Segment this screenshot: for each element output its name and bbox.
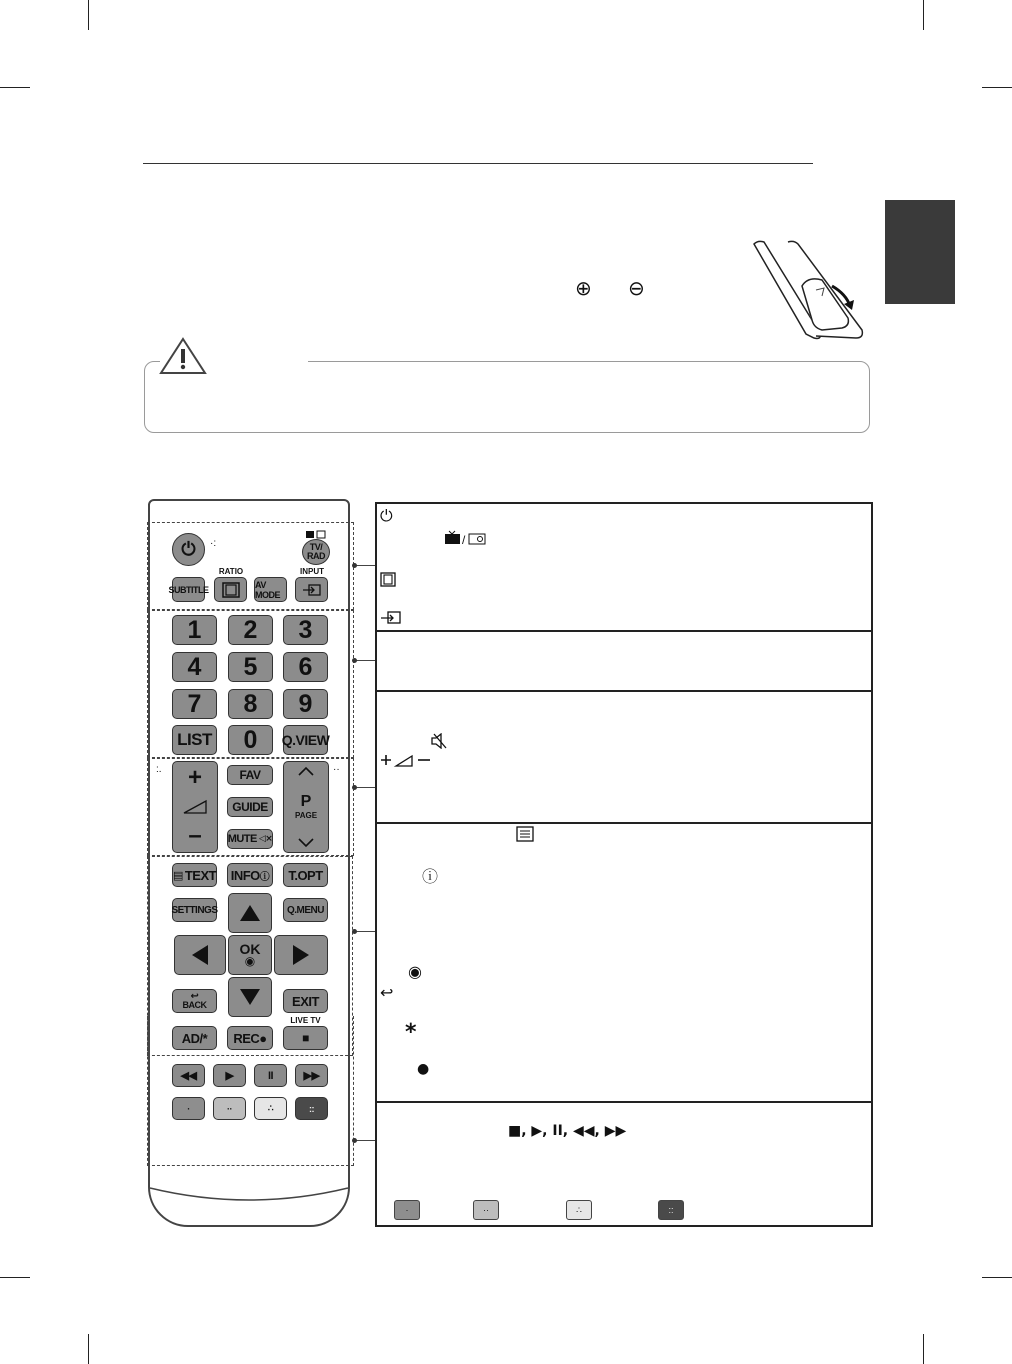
- tv-radio-panel-icon: [443, 530, 487, 546]
- tv-rad-button[interactable]: TV/ RAD: [302, 539, 330, 565]
- number-0-button[interactable]: 0: [228, 725, 273, 755]
- power-dots: ·:: [210, 538, 217, 549]
- fast-forward-button[interactable]: ▶▶: [295, 1064, 328, 1087]
- number-6-button[interactable]: 6: [283, 652, 328, 682]
- fav-button[interactable]: FAV: [227, 765, 273, 785]
- livetv-label: LIVE TV: [290, 1016, 321, 1025]
- blue-button[interactable]: ::: [295, 1097, 328, 1120]
- text-panel-icon: [516, 826, 534, 842]
- crop-mark: [982, 87, 1012, 88]
- qmenu-button[interactable]: Q.MENU: [283, 898, 328, 922]
- program-dots: ··: [333, 764, 340, 775]
- volume-rocker[interactable]: [172, 761, 218, 853]
- dpad-down-button[interactable]: [228, 977, 272, 1017]
- playback-panel-icons: ■, ▶, II, ◀◀, ▶▶: [508, 1123, 627, 1139]
- leader-line: [354, 660, 376, 661]
- mute-button[interactable]: MUTE ◁×: [227, 829, 273, 849]
- number-8-button[interactable]: 8: [228, 689, 273, 719]
- green-button[interactable]: ··: [213, 1097, 246, 1120]
- input-button[interactable]: [295, 577, 328, 602]
- dpad-up-button[interactable]: [228, 893, 272, 933]
- number-4-button[interactable]: 4: [172, 652, 217, 682]
- battery-plus-icon: ⊕: [575, 276, 592, 300]
- number-3-button[interactable]: 3: [283, 615, 328, 645]
- back-button[interactable]: ↩ BACK: [172, 989, 217, 1013]
- mute-panel-icon: [430, 733, 450, 749]
- crop-mark: [88, 1334, 89, 1364]
- tv-radio-icon: [305, 529, 327, 539]
- warning-triangle-icon: [158, 336, 208, 376]
- crop-mark: [923, 1334, 924, 1364]
- crop-mark: [0, 1277, 30, 1278]
- volume-panel-icon: [380, 752, 434, 768]
- program-down-icon: [297, 838, 315, 848]
- red-button[interactable]: ·: [172, 1097, 205, 1120]
- program-up-icon: [297, 766, 315, 776]
- ratio-panel-icon: [380, 572, 396, 587]
- info-icon: ⓘ: [259, 871, 270, 883]
- crop-mark: [0, 87, 30, 88]
- volume-down-label: –: [188, 822, 202, 849]
- dpad-right-button[interactable]: [274, 935, 328, 975]
- rewind-button[interactable]: ◀◀: [172, 1064, 205, 1087]
- section-tab: [885, 200, 955, 304]
- crop-mark: [923, 0, 924, 30]
- volume-dots: :.: [156, 764, 162, 775]
- ad-panel-icon: *: [405, 1020, 417, 1045]
- pause-button[interactable]: II: [254, 1064, 287, 1087]
- volume-icon: [182, 799, 208, 815]
- number-9-button[interactable]: 9: [283, 689, 328, 719]
- mute-icon: ◁×: [258, 834, 273, 844]
- yellow-panel-swatch: ∴: [566, 1200, 592, 1220]
- program-page-label: PAGE: [294, 810, 318, 820]
- topt-button[interactable]: T.OPT: [283, 863, 328, 887]
- panel-navigation: [375, 822, 873, 1103]
- leader-line: [354, 565, 376, 566]
- yellow-button[interactable]: ∴: [254, 1097, 287, 1120]
- battery-minus-icon: ⊖: [628, 276, 645, 300]
- arrow-left-icon: [191, 944, 209, 966]
- leader-line: [354, 931, 376, 932]
- info-button[interactable]: INFO ⓘ: [227, 863, 273, 887]
- number-1-button[interactable]: 1: [172, 615, 217, 645]
- subtitle-button[interactable]: SUBTITLE: [172, 577, 205, 602]
- dpad-left-button[interactable]: [174, 935, 226, 975]
- crop-mark: [982, 1277, 1012, 1278]
- guide-button[interactable]: GUIDE: [227, 797, 273, 817]
- livetv-stop-button[interactable]: ■: [283, 1026, 328, 1050]
- number-5-button[interactable]: 5: [228, 652, 273, 682]
- red-panel-swatch: ·: [394, 1200, 420, 1220]
- remote-bottom-curve: [148, 1180, 350, 1220]
- leader-line: [354, 787, 376, 788]
- leader-line: [354, 1140, 376, 1141]
- panel-playback: [375, 1101, 873, 1227]
- ratio-button[interactable]: [214, 577, 247, 602]
- crop-mark: [88, 0, 89, 30]
- number-2-button[interactable]: 2: [228, 615, 273, 645]
- svg-text:/: /: [462, 533, 466, 546]
- settings-button[interactable]: SETTINGS: [172, 898, 217, 922]
- panel-volume: [375, 690, 873, 824]
- input-icon: [302, 583, 322, 597]
- input-label: INPUT: [300, 567, 324, 576]
- qview-button[interactable]: Q.VIEW: [283, 725, 328, 755]
- panel-top-buttons: [375, 502, 873, 632]
- input-panel-icon: [380, 611, 402, 625]
- ratio-icon: [221, 582, 241, 598]
- rec-panel-icon: ●: [417, 1061, 430, 1077]
- volume-up-label: +: [187, 764, 202, 791]
- header-rule: [143, 163, 813, 164]
- ad-button[interactable]: AD/*: [172, 1026, 217, 1050]
- exit-button[interactable]: EXIT: [283, 989, 328, 1013]
- number-7-button[interactable]: 7: [172, 689, 217, 719]
- program-rocker[interactable]: [283, 761, 329, 853]
- power-button[interactable]: ⏻: [172, 533, 205, 566]
- back-panel-icon: ↩: [380, 983, 394, 1002]
- ok-panel-icon: ◉: [408, 962, 422, 981]
- back-icon: ↩: [190, 991, 199, 1002]
- blue-panel-swatch: ::: [658, 1200, 684, 1220]
- panel-number-buttons: [375, 630, 873, 692]
- remote-back-illustration: [750, 238, 874, 342]
- caution-box: [144, 361, 870, 433]
- play-button[interactable]: ▶: [213, 1064, 246, 1087]
- arrow-up-icon: [239, 904, 261, 922]
- rec-button[interactable]: REC●: [227, 1026, 273, 1050]
- av-mode-button[interactable]: AV MODE: [254, 577, 287, 602]
- ok-button[interactable]: OK ◉: [228, 935, 272, 975]
- ok-icon: ◉: [244, 954, 256, 968]
- ratio-label: RATIO: [218, 567, 244, 576]
- program-p-label: P: [300, 792, 312, 810]
- green-panel-swatch: ··: [473, 1200, 499, 1220]
- list-button[interactable]: LIST: [172, 725, 217, 755]
- power-icon: ⏻: [380, 506, 393, 525]
- info-panel-icon: ⓘ: [422, 867, 439, 886]
- arrow-down-icon: [239, 988, 261, 1006]
- arrow-right-icon: [292, 944, 310, 966]
- text-icon: ▤: [172, 868, 183, 882]
- text-button[interactable]: ▤ TEXT: [172, 863, 217, 887]
